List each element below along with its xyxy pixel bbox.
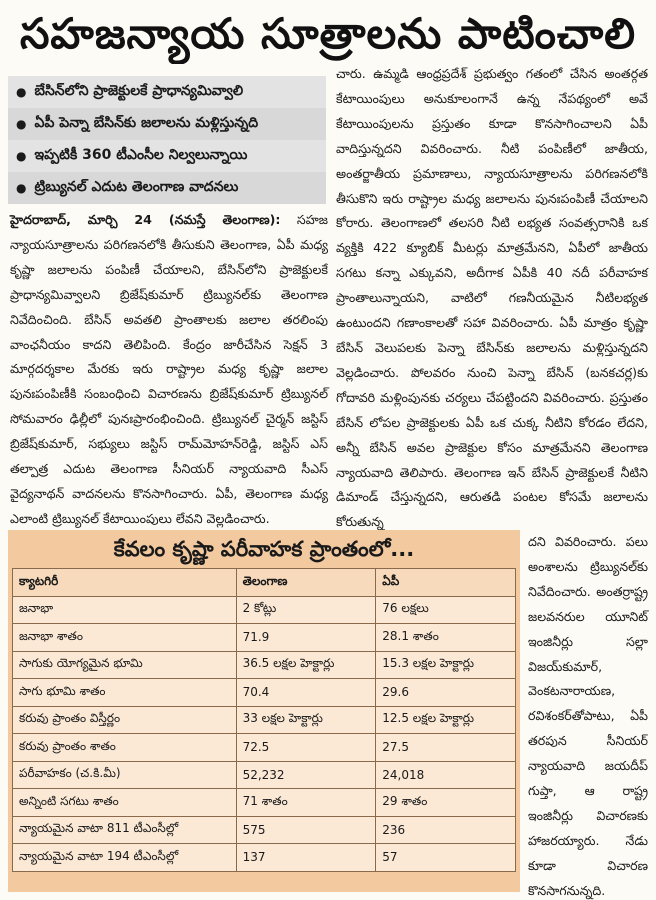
cell-telangana: 2 కోట్లు xyxy=(236,596,376,624)
cell-ap: 24,018 xyxy=(376,761,516,789)
table-row xyxy=(13,679,516,707)
highlights-box xyxy=(8,76,326,204)
table-row xyxy=(13,789,516,817)
table-row xyxy=(13,761,516,789)
table-row xyxy=(13,706,516,734)
cell-ap: 29.6 xyxy=(376,679,516,707)
cell-category: న్యాయమైన వాటా 811 టీఎంసీల్లో xyxy=(13,816,237,844)
cell-telangana: 70.4 xyxy=(236,679,376,707)
cell-category: అన్నింటి సగటు శాతం xyxy=(13,789,237,817)
highlight-text: బేసిన్‌లోని ప్రాజెక్టులకే ప్రాధాన్యమివ్వాలి xyxy=(34,82,244,99)
cell-telangana: 36.5 లక్షల హెక్టార్లు xyxy=(236,651,376,679)
cell-telangana: 71.9 xyxy=(236,624,376,652)
cell-category: సాగుకు యోగ్యమైన భూమి xyxy=(13,651,237,679)
cell-telangana: 575 xyxy=(236,816,376,844)
cell-category: న్యాయమైన వాటా 194 టీఎంసీల్లో xyxy=(13,844,237,872)
header-telangana: తెలంగాణ xyxy=(236,569,376,597)
dateline: హైదరాబాద్, మార్చి 24 (నమస్తే తెలంగాణ): xyxy=(10,212,281,227)
article-body-narrow: దని వివరించారు. పలు అంశాలను ట్రిబ్యునల్‌కు నివేదించారు. అంతర్రాష్ట్ర జలవనరుల యూనిట్ ఇంజినీర్లు సల్లా విజయ్‌కుమార్, వెంకటనారాయణ, రవిశంకర్‌తోపాటు, ఏపీ తరపున సీనియర్ న్యాయవాది జయదీప్ గుప్తా, ఆ రాష్ట్ర ఇంజినీర్లు విచారణకు హాజరయ్యారు. నేడు కూడా విచారణ కొనసాగనున్నది. xyxy=(528,534,648,898)
highlight-item xyxy=(8,172,326,204)
cell-telangana: 71 శాతం xyxy=(236,789,376,817)
cell-ap: 27.5 xyxy=(376,734,516,762)
table-row xyxy=(13,624,516,652)
cell-telangana: 137 xyxy=(236,844,376,872)
table-row xyxy=(13,844,516,872)
cell-category: పరీవాహకం (చ.కి.మీ) xyxy=(13,761,237,789)
cell-ap: 28.1 శాతం xyxy=(376,624,516,652)
cell-ap: 236 xyxy=(376,816,516,844)
cell-category: కరువు ప్రాంతం విస్తీర్ణం xyxy=(13,706,237,734)
highlight-item xyxy=(8,140,326,172)
article-column-left xyxy=(10,208,328,532)
stats-table xyxy=(12,568,516,872)
table-row xyxy=(13,816,516,844)
stats-table-box xyxy=(8,530,520,892)
highlight-item xyxy=(8,76,326,108)
bullet-dot-icon: ● xyxy=(16,117,27,131)
article-body-left: సహజ న్యాయసూత్రాలను పరిగణనలోకి తీసుకుని తెలంగాణ, ఏపీ మధ్య కృష్ణా జలాలను పంపిణీ చేయాలని, బేసిన్‌లోని ప్రాజెక్టులకే ప్రాధాన్యమివ్వాలని బ్రిజేష్‌కుమార్ ట్రిబ్యునల్‌కు తెలంగాణ నివేదించింది. బేసిన్ అవతలి ప్రాంతాలకు జలాల తరలింపు వాంఛనీయం కాదని తెలిపింది. కేంద్రం జారీచేసిన సెక్షన్ 3 మార్గదర్శకాల మేరకు ఇరు రాష్ట్రాల మధ్య కృష్ణా జలాల పునఃపంపిణీకి సంబంధించి విచారణను బ్రిజేష్‌కుమార్ ట్రిబ్యునల్ సోమవారం ఢిల్లీలో పునఃప్రారంభించింది. ట్రిబ్యునల్ చైర్మన్ జస్టిస్ బ్రిజేష్‌కుమార్, సభ్యులు జస్టిస్ రామ్‌మోహన్‌రెడ్డి, జస్టిస్ ఎస్ తల్పాత్ర ఎదుట తెలంగాణ సీనియర్ న్యాయవాది సీఎస్ వైద్యనాథన్ వాదనలను కొనసాగించారు. ఏపీ, తెలంగాణ మధ్య ఎలాంటి ట్రిబ్యునల్ కేటాయింపులు లేవని వెల్లడించారు. xyxy=(10,212,328,526)
table-row xyxy=(13,651,516,679)
highlight-text: ట్రిబ్యునల్ ఎదుట తెలంగాణ వాదనలు xyxy=(34,178,239,195)
cell-ap: 12.5 లక్షల హెక్టార్లు xyxy=(376,706,516,734)
cell-category: కరువు ప్రాంతం శాతం xyxy=(13,734,237,762)
header-ap: ఏపీ xyxy=(376,569,516,597)
cell-category: జనాభా xyxy=(13,596,237,624)
highlight-text: ఏపీ పెన్నా బేసిన్‌కు జలాలను మళ్లిస్తున్నది xyxy=(34,114,259,131)
table-header-row xyxy=(13,569,516,597)
bullet-dot-icon: ● xyxy=(16,181,27,195)
cell-ap: 29 శాతం xyxy=(376,789,516,817)
article-body-right: చారు. ఉమ్మడి ఆంధ్రప్రదేశ్ ప్రభుత్వం గతంలో చేసిన అంతర్గత కేటాయింపులు అనుకూలంగానే ఉన్న నేపథ్యంలో అవే కేటాయింపులను ప్రస్తుతం కూడా కొనసాగించాలని ఏపీ వాదిస్తున్నదని వివరించారు. నీటి పంపిణీలో జాతీయ, అంతర్జాతీయ ప్రమాణాలు, న్యాయసూత్రాలను పరిగణనలోకి తీసుకొని ఇరు రాష్ట్రాల మధ్య జలాలను పునఃపంపిణీ చేయాలని కోరారు. తెలంగాణలో తలసరి నీటి లభ్యత సంవత్సరానికి ఒక వ్యక్తికి 422 క్యూబిక్ మీటర్లు మాత్రమేనని, ఏపీలో జాతీయ సగటు కన్నా ఎక్కువని, అదీగాక ఏపీకి 40 నదీ పరీవాహక ప్రాంతాలున్నాయని, వాటిలో గణనీయమైన నీటిలభ్యత ఉంటుందని గణాంకాలతో సహా వివరించారు. ఏపీ మాత్రం కృష్ణా బేసిన్ వెలుపలకు పెన్నా బేసిన్‌కు జలాలను మళ్లిస్తున్నదని వెల్లడించారు. పోలవరం నుంచి పెన్నా బేసిన్ (బనకచర్ల)కు గోదావరి మళ్లింపునకు చర్యలు చేపట్టిందని వివరించారు. ప్రస్తుతం బేసిన్ లోపల ప్రాజెక్టులకు ఏపీ ఒక చుక్క నీటిని కోరడం లేదని, అన్నీ బేసిన్ అవల ప్రాజెక్టుల కోసం మాత్రమేనని తెలంగాణ న్యాయవాది తెలిపారు. తెలంగాణ ఇన్ బేసిన్ ప్రాజెక్టులకే నీటిని డిమాండ్ చేస్తున్నదని, ఆరుతడి పంటల కోసమే జలాలను కోరుతున్న xyxy=(336,66,648,530)
cell-telangana: 52,232 xyxy=(236,761,376,789)
table-row xyxy=(13,596,516,624)
highlight-text: ఇప్పటికీ 360 టీఎంసీల నిల్వలున్నాయి xyxy=(34,146,248,163)
cell-ap: 76 లక్షలు xyxy=(376,596,516,624)
table-title: కేవలం కృష్ణా పరీవాహక ప్రాంతంలో... xyxy=(113,537,415,561)
article-column-right xyxy=(336,62,648,535)
cell-ap: 57 xyxy=(376,844,516,872)
cell-category: సాగు భూమి శాతం xyxy=(13,679,237,707)
table-row xyxy=(13,734,516,762)
bullet-dot-icon: ● xyxy=(16,85,27,99)
cell-ap: 15.3 లక్షల హెక్టార్లు xyxy=(376,651,516,679)
highlight-item xyxy=(8,108,326,140)
header-category: క్యాటగిరీ xyxy=(13,569,237,597)
cell-telangana: 72.5 xyxy=(236,734,376,762)
bullet-dot-icon: ● xyxy=(16,149,27,163)
article-column-narrow xyxy=(528,530,648,900)
cell-telangana: 33 లక్షల హెక్టార్లు xyxy=(236,706,376,734)
headline: సహజన్యాయ సూత్రాలను పాటించాలి xyxy=(19,9,637,58)
cell-category: జనాభా శాతం xyxy=(13,624,237,652)
